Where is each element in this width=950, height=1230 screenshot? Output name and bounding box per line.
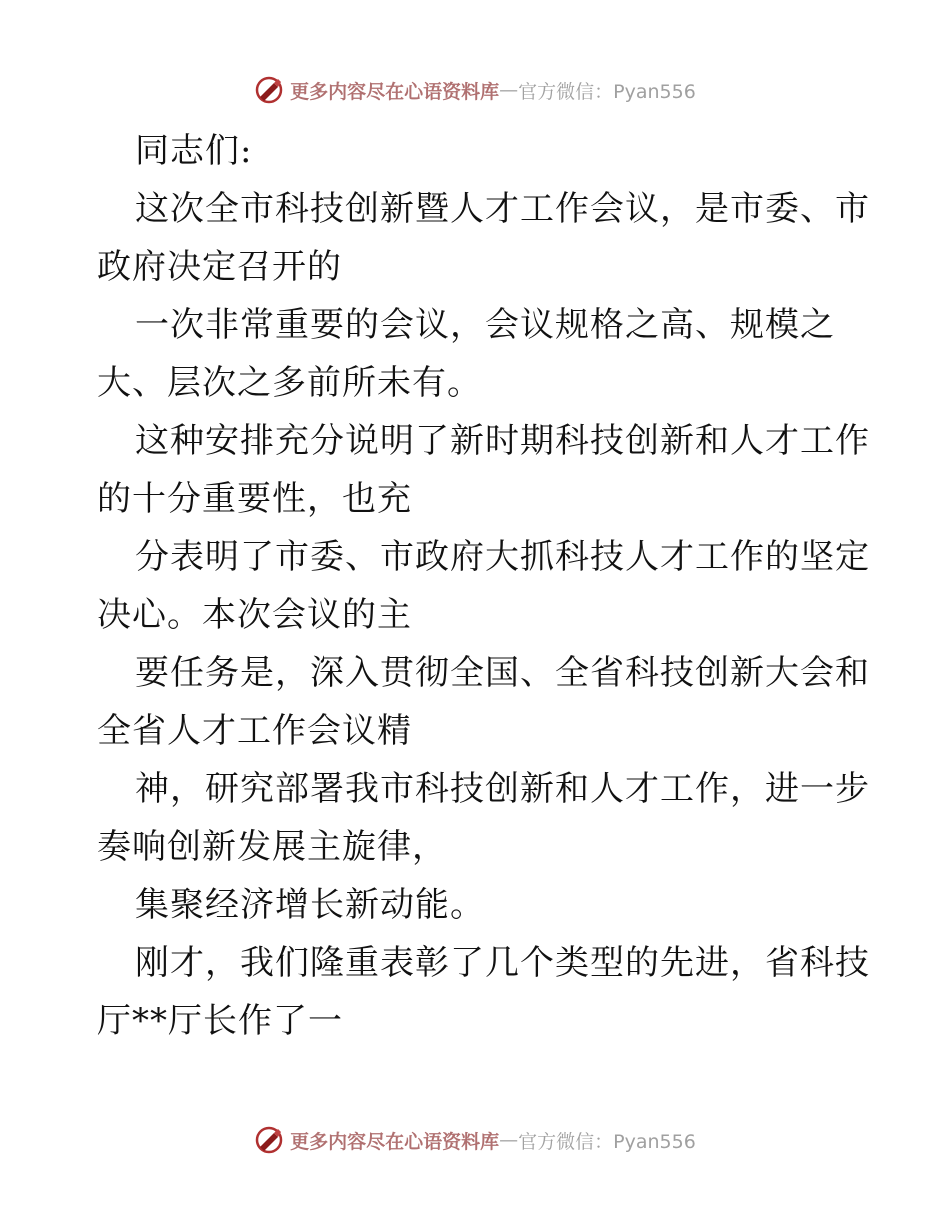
watermark-wechat: 官方微信：Pyan556 bbox=[518, 1130, 696, 1153]
document-line: 大、层次之多前所未有。 bbox=[97, 363, 482, 403]
document-line: 的十分重要性，也充 bbox=[97, 479, 412, 519]
document-line: 厅**厅长作了一 bbox=[97, 1001, 343, 1041]
pen-circle-logo-icon bbox=[254, 1125, 284, 1155]
header-watermark bbox=[0, 70, 950, 110]
document-line: 这种安排充分说明了新时期科技创新和人才工作 bbox=[135, 421, 870, 461]
document-body bbox=[97, 122, 870, 1050]
pen-circle-logo-icon bbox=[254, 75, 284, 105]
document-line: 分表明了市委、市政府大抓科技人才工作的坚定 bbox=[135, 537, 870, 577]
document-line: 政府决定召开的 bbox=[97, 247, 342, 287]
document-line: 一次非常重要的会议，会议规格之高、规模之 bbox=[135, 305, 835, 345]
watermark-separator: — bbox=[499, 79, 519, 101]
document-line: 要任务是，深入贯彻全国、全省科技创新大会和 bbox=[135, 653, 870, 693]
document-line: 全省人才工作会议精 bbox=[97, 711, 412, 751]
document-line: 决心。本次会议的主 bbox=[97, 595, 412, 635]
document-line: 集聚经济增长新动能。 bbox=[135, 885, 485, 925]
watermark-text: 更多内容尽在心语资料库 bbox=[290, 80, 500, 103]
document-line: 奏响创新发展主旋律， bbox=[97, 827, 447, 867]
document-line: 刚才，我们隆重表彰了几个类型的先进，省科技 bbox=[135, 943, 870, 983]
watermark-wechat: 官方微信：Pyan556 bbox=[518, 80, 696, 103]
document-line: 同志们: bbox=[135, 131, 253, 171]
watermark-text: 更多内容尽在心语资料库 bbox=[290, 1130, 500, 1153]
footer-watermark bbox=[0, 1120, 950, 1160]
document-line: 神，研究部署我市科技创新和人才工作，进一步 bbox=[135, 769, 870, 809]
watermark-separator: — bbox=[499, 1129, 519, 1151]
document-line: 这次全市科技创新暨人才工作会议，是市委、市 bbox=[135, 189, 870, 229]
